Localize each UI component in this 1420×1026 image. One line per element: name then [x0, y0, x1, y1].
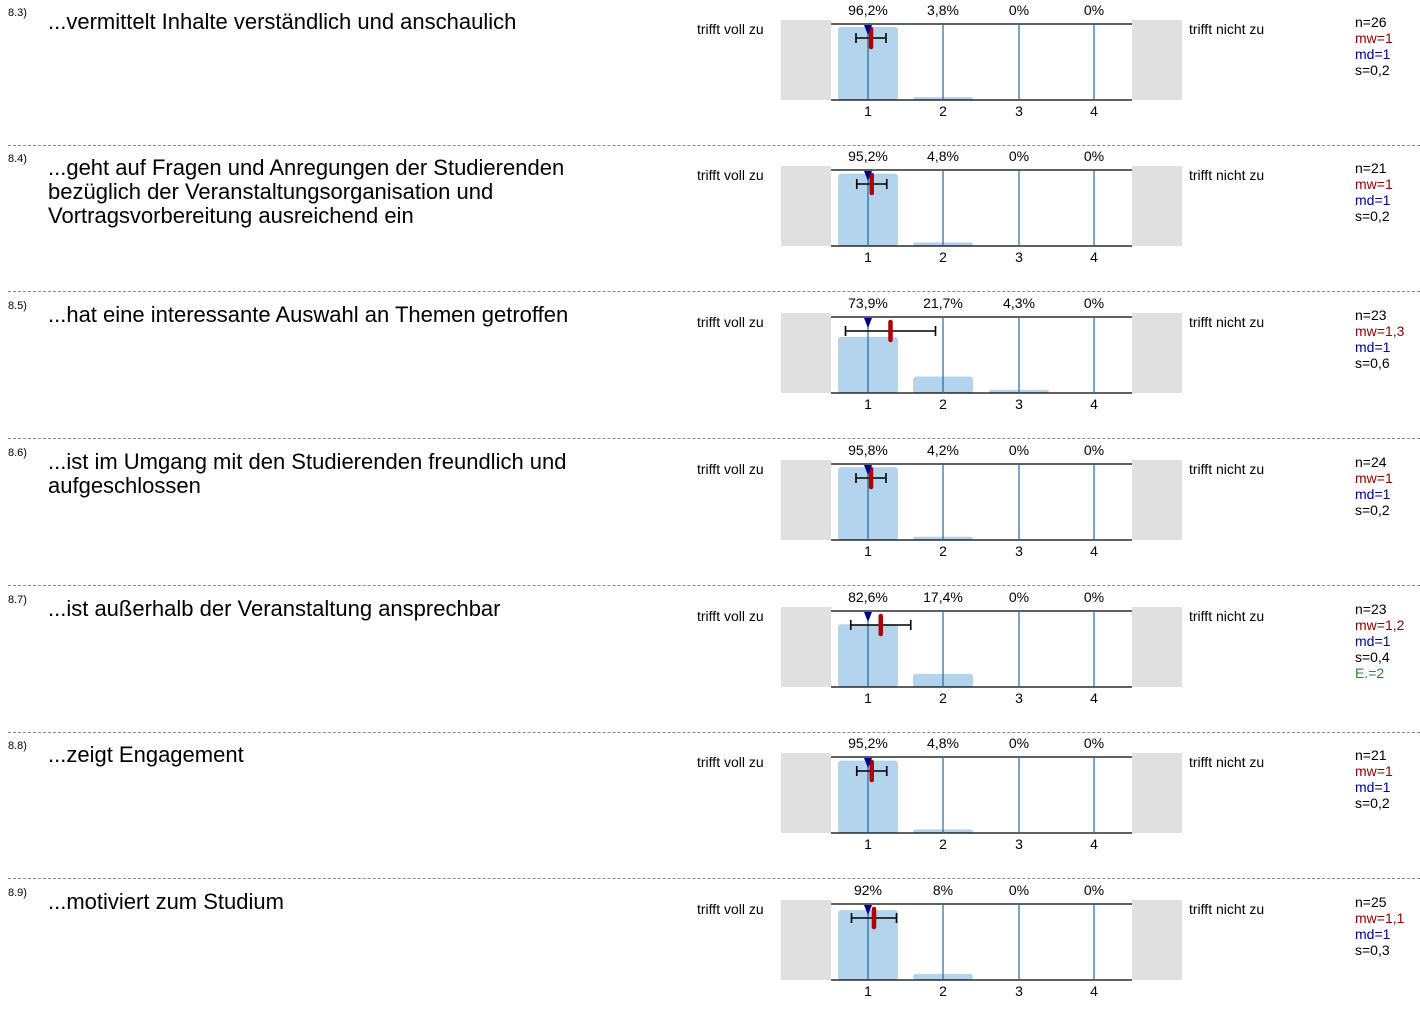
tick-label: 3 — [1015, 396, 1023, 412]
distribution-chart — [781, 440, 1183, 566]
tick-label: 3 — [1015, 983, 1023, 999]
percent-label: 82,6% — [848, 589, 888, 605]
right-gray-box — [1132, 607, 1182, 687]
percent-label: 0% — [1083, 442, 1105, 458]
tick-label: 1 — [864, 396, 872, 412]
tick-label: 2 — [939, 103, 947, 119]
question-text: ...geht auf Fragen und Anregungen der Studierenden bezüglich der Veranstaltungsorganisation und Vortragsvorbereitung ausreichend ein — [48, 155, 565, 228]
item-number: 8.3) — [8, 7, 27, 19]
stat-median: md=1 — [1355, 339, 1391, 355]
percent-label: 0% — [1008, 2, 1030, 18]
survey-item — [0, 587, 1420, 733]
percent-label: 4,2% — [927, 442, 959, 458]
stats-box — [1355, 747, 1393, 811]
scale-left-label: trifft voll zu — [697, 167, 764, 183]
tick-label: 3 — [1015, 690, 1023, 706]
percent-label: 0% — [1008, 148, 1030, 164]
stat-mean: mw=1 — [1355, 176, 1393, 192]
tick-label: 2 — [939, 836, 947, 852]
median-marker — [864, 612, 872, 622]
percent-label: 4,3% — [1003, 295, 1035, 311]
left-gray-box — [781, 753, 831, 833]
distribution-chart — [781, 0, 1183, 126]
percent-label: 95,8% — [848, 442, 888, 458]
tick-label: 4 — [1090, 103, 1098, 119]
percent-label: 95,2% — [848, 735, 888, 751]
distribution-chart — [781, 293, 1183, 419]
percent-label: 0% — [1008, 442, 1030, 458]
question-text: ...hat eine interessante Auswahl an Themen getroffen — [48, 302, 569, 327]
percent-label: 0% — [1008, 735, 1030, 751]
stat-sd: s=0,3 — [1355, 942, 1390, 958]
distribution-chart — [781, 587, 1183, 713]
percent-label: 0% — [1083, 735, 1105, 751]
stats-box — [1355, 307, 1404, 371]
item-number: 8.6) — [8, 447, 27, 459]
distribution-chart — [781, 733, 1183, 859]
tick-label: 3 — [1015, 543, 1023, 559]
tick-label: 3 — [1015, 249, 1023, 265]
left-gray-box — [781, 166, 831, 246]
tick-label: 4 — [1090, 396, 1098, 412]
left-gray-box — [781, 900, 831, 980]
stats-box — [1355, 454, 1393, 518]
stat-n: n=21 — [1355, 747, 1387, 763]
survey-item — [0, 880, 1420, 1026]
question-text: ...ist im Umgang mit den Studierenden freundlich und aufgeschlossen — [48, 449, 567, 498]
percent-label: 0% — [1083, 2, 1105, 18]
percent-label: 0% — [1083, 148, 1105, 164]
scale-left-label: trifft voll zu — [697, 901, 764, 917]
scale-right-label: trifft nicht zu — [1189, 314, 1265, 330]
item-number: 8.8) — [8, 740, 27, 752]
tick-label: 4 — [1090, 690, 1098, 706]
item-separator — [8, 438, 1420, 439]
stat-sd: s=0,2 — [1355, 502, 1390, 518]
stat-abstentions: E.=2 — [1355, 665, 1385, 681]
tick-label: 2 — [939, 543, 947, 559]
item-number: 8.5) — [8, 300, 27, 312]
tick-label: 2 — [939, 396, 947, 412]
question-text: ...vermittelt Inhalte verständlich und anschaulich — [48, 9, 517, 34]
distribution-chart — [781, 146, 1183, 272]
survey-item — [0, 440, 1420, 586]
percent-label: 0% — [1083, 295, 1105, 311]
stat-mean: mw=1 — [1355, 470, 1393, 486]
percent-label: 4,8% — [927, 148, 959, 164]
percent-label: 92% — [853, 882, 883, 898]
stat-median: md=1 — [1355, 486, 1391, 502]
left-gray-box — [781, 460, 831, 540]
tick-label: 1 — [864, 249, 872, 265]
stats-box — [1355, 601, 1404, 681]
right-gray-box — [1132, 20, 1182, 100]
scale-right-label: trifft nicht zu — [1189, 901, 1265, 917]
stat-sd: s=0,6 — [1355, 355, 1390, 371]
item-number: 8.7) — [8, 594, 27, 606]
item-number: 8.9) — [8, 887, 27, 899]
right-gray-box — [1132, 313, 1182, 393]
stats-box — [1355, 894, 1404, 958]
stat-sd: s=0,2 — [1355, 62, 1390, 78]
percent-label: 17,4% — [923, 589, 963, 605]
item-separator — [8, 291, 1420, 292]
stat-sd: s=0,2 — [1355, 795, 1390, 811]
tick-label: 4 — [1090, 983, 1098, 999]
stat-median: md=1 — [1355, 46, 1391, 62]
stat-mean: mw=1,3 — [1355, 323, 1405, 339]
item-separator — [8, 585, 1420, 586]
stat-n: n=25 — [1355, 894, 1387, 910]
tick-label: 2 — [939, 690, 947, 706]
survey-item — [0, 0, 1420, 146]
left-gray-box — [781, 607, 831, 687]
scale-left-label: trifft voll zu — [697, 461, 764, 477]
stat-n: n=23 — [1355, 601, 1387, 617]
scale-right-label: trifft nicht zu — [1189, 21, 1265, 37]
stat-mean: mw=1 — [1355, 763, 1393, 779]
stat-sd: s=0,4 — [1355, 649, 1390, 665]
scale-left-label: trifft voll zu — [697, 754, 764, 770]
percent-label: 0% — [1083, 589, 1105, 605]
percent-label: 21,7% — [923, 295, 963, 311]
tick-label: 4 — [1090, 249, 1098, 265]
distribution-chart — [781, 880, 1183, 1006]
right-gray-box — [1132, 166, 1182, 246]
percent-label: 0% — [1008, 589, 1030, 605]
stat-sd: s=0,2 — [1355, 208, 1390, 224]
tick-label: 3 — [1015, 836, 1023, 852]
survey-item — [0, 146, 1420, 292]
tick-label: 1 — [864, 983, 872, 999]
survey-item — [0, 733, 1420, 879]
question-text: ...zeigt Engagement — [48, 742, 244, 767]
tick-label: 1 — [864, 543, 872, 559]
item-separator — [8, 878, 1420, 879]
right-gray-box — [1132, 753, 1182, 833]
stat-median: md=1 — [1355, 926, 1391, 942]
percent-label: 73,9% — [848, 295, 888, 311]
scale-right-label: trifft nicht zu — [1189, 608, 1265, 624]
tick-label: 1 — [864, 103, 872, 119]
scale-right-label: trifft nicht zu — [1189, 461, 1265, 477]
survey-item — [0, 293, 1420, 439]
question-text: ...motiviert zum Studium — [48, 889, 284, 914]
tick-label: 1 — [864, 690, 872, 706]
right-gray-box — [1132, 460, 1182, 540]
stat-median: md=1 — [1355, 633, 1391, 649]
stat-mean: mw=1 — [1355, 30, 1393, 46]
scale-left-label: trifft voll zu — [697, 21, 764, 37]
percent-label: 8% — [932, 882, 954, 898]
percent-label: 95,2% — [848, 148, 888, 164]
stats-box — [1355, 14, 1393, 78]
question-text: ...ist außerhalb der Veranstaltung ansprechbar — [48, 596, 501, 621]
scale-left-label: trifft voll zu — [697, 314, 764, 330]
left-gray-box — [781, 20, 831, 100]
item-number: 8.4) — [8, 153, 27, 165]
left-gray-box — [781, 313, 831, 393]
stat-n: n=23 — [1355, 307, 1387, 323]
stat-median: md=1 — [1355, 779, 1391, 795]
tick-label: 1 — [864, 836, 872, 852]
right-gray-box — [1132, 900, 1182, 980]
scale-right-label: trifft nicht zu — [1189, 754, 1265, 770]
percent-label: 3,8% — [927, 2, 959, 18]
stats-box — [1355, 160, 1393, 224]
percent-label: 0% — [1008, 882, 1030, 898]
percent-label: 96,2% — [848, 2, 888, 18]
tick-label: 4 — [1090, 543, 1098, 559]
stat-n: n=24 — [1355, 454, 1387, 470]
stat-mean: mw=1,2 — [1355, 617, 1405, 633]
percent-label: 4,8% — [927, 735, 959, 751]
tick-label: 3 — [1015, 103, 1023, 119]
scale-right-label: trifft nicht zu — [1189, 167, 1265, 183]
stat-mean: mw=1,1 — [1355, 910, 1405, 926]
percent-label: 0% — [1083, 882, 1105, 898]
tick-label: 4 — [1090, 836, 1098, 852]
stat-n: n=21 — [1355, 160, 1387, 176]
tick-label: 2 — [939, 983, 947, 999]
stat-median: md=1 — [1355, 192, 1391, 208]
scale-left-label: trifft voll zu — [697, 608, 764, 624]
median-marker — [864, 318, 872, 328]
tick-label: 2 — [939, 249, 947, 265]
stat-n: n=26 — [1355, 14, 1387, 30]
